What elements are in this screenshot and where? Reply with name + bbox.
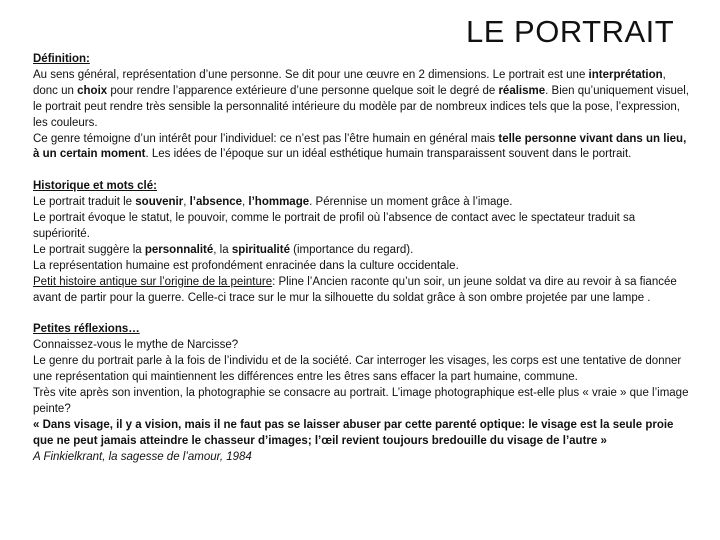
antique-story-label: Petit histoire antique sur l’origine de la peinture <box>33 275 273 288</box>
text-run: Le portrait suggère la <box>33 243 145 256</box>
keyword-personne: telle personne vivant dans un lieu, à un certain moment <box>33 132 687 161</box>
text-run: (importance du regard). <box>289 243 414 256</box>
citation-text: A Finkielkrant, la sagesse de l’amour, 1984 <box>33 450 252 463</box>
citation <box>33 450 693 466</box>
text-run: . Les idées de l’époque sur un idéal esthétique humain transparaissent souvent dans le portrait. <box>145 148 632 161</box>
historique-line-1 <box>33 195 693 211</box>
definition-heading: Définition: <box>33 53 90 65</box>
text-run: pour rendre l’apparence extérieure d’une personne quelque soit le degré de <box>107 84 499 97</box>
text-run: , la <box>213 243 232 256</box>
reflexions-line-1: Connaissez-vous le mythe de Narcisse? <box>33 339 239 352</box>
text-run: . Pérennise un moment grâce à l’image. <box>309 196 513 209</box>
historique-line-5 <box>33 275 693 307</box>
historique-section <box>33 179 693 306</box>
text-run: Au sens général, représentation d’une personne. Se dit pour une œuvre en 2 dimensions. Le portrait est une <box>33 68 589 81</box>
keyword-realisme: réalisme <box>498 84 546 97</box>
text-run: , donc un <box>33 68 666 97</box>
text-run: Ce genre témoigne d’un intérêt pour l’individuel: ce n’est pas l’être humain en général mais <box>33 132 499 145</box>
text-run: : Pline l’Ancien raconte qu’un soir, un jeune soldat va dire au revoir à sa fiancée avant de partir pour la guerre. Celle-ci trace sur le mur la silhouette du soldat grâce à son ombre projetée par une lampe . <box>33 275 677 304</box>
keyword-personnalite: personnalité <box>144 243 214 256</box>
reflexions-section <box>33 322 693 465</box>
keyword-hommage: l’hommage <box>248 196 310 209</box>
text-run: , <box>183 196 190 209</box>
historique-line-2: Le portrait évoque le statut, le pouvoir, comme le portrait de profil où l’absence de contact avec le spectateur traduit sa supériorité. <box>33 212 636 240</box>
definition-paragraph-2 <box>33 132 693 164</box>
quote-text: « Dans visage, il y a vision, mais il ne faut pas se laisser abuser par cette parenté optique: le visage est la seule proie que ne peut jamais atteindre le chasseur d’images; l’œil revient toujours bredouille du visage de l’autre » <box>33 418 674 447</box>
keyword-absence: l’absence <box>189 196 243 209</box>
keyword-choix: choix <box>77 84 108 97</box>
reflexions-line-2: Le genre du portrait parle à la fois de l’individu et de la société. Car interroger les visages, les corps est une tentative de donner une représentation qui maintiennent les différences entre les êtres sans effacer la part humaine, commune. <box>33 355 682 384</box>
reflexions-heading: Petites réflexions… <box>33 323 140 336</box>
quote <box>33 418 693 450</box>
historique-heading: Historique et mots clé: <box>33 180 157 193</box>
page-title: LE PORTRAIT <box>466 14 675 49</box>
definition-paragraph-1 <box>33 68 693 132</box>
keyword-interpretation: interprétation <box>588 68 663 81</box>
document-body <box>33 52 693 466</box>
text-run: , <box>242 196 249 209</box>
text-run: Le portrait traduit le <box>33 196 136 209</box>
reflexions-line-3: Très vite après son invention, la photographie se consacre au portrait. L’image photographique est-elle plus « vraie » que l’image peinte? <box>33 387 689 415</box>
definition-section <box>33 52 693 163</box>
text-run: . Bien qu’uniquement visuel, le portrait peut rendre très sensible la personnalité intérieure du modèle par de nombreux indices tels que la pose, l’expression, les couleurs. <box>33 84 689 129</box>
keyword-souvenir: souvenir <box>135 196 184 209</box>
keyword-spiritualite: spiritualité <box>231 243 290 256</box>
historique-line-3 <box>33 243 693 259</box>
historique-line-4: La représentation humaine est profondément enracinée dans la culture occidentale. <box>33 259 459 272</box>
